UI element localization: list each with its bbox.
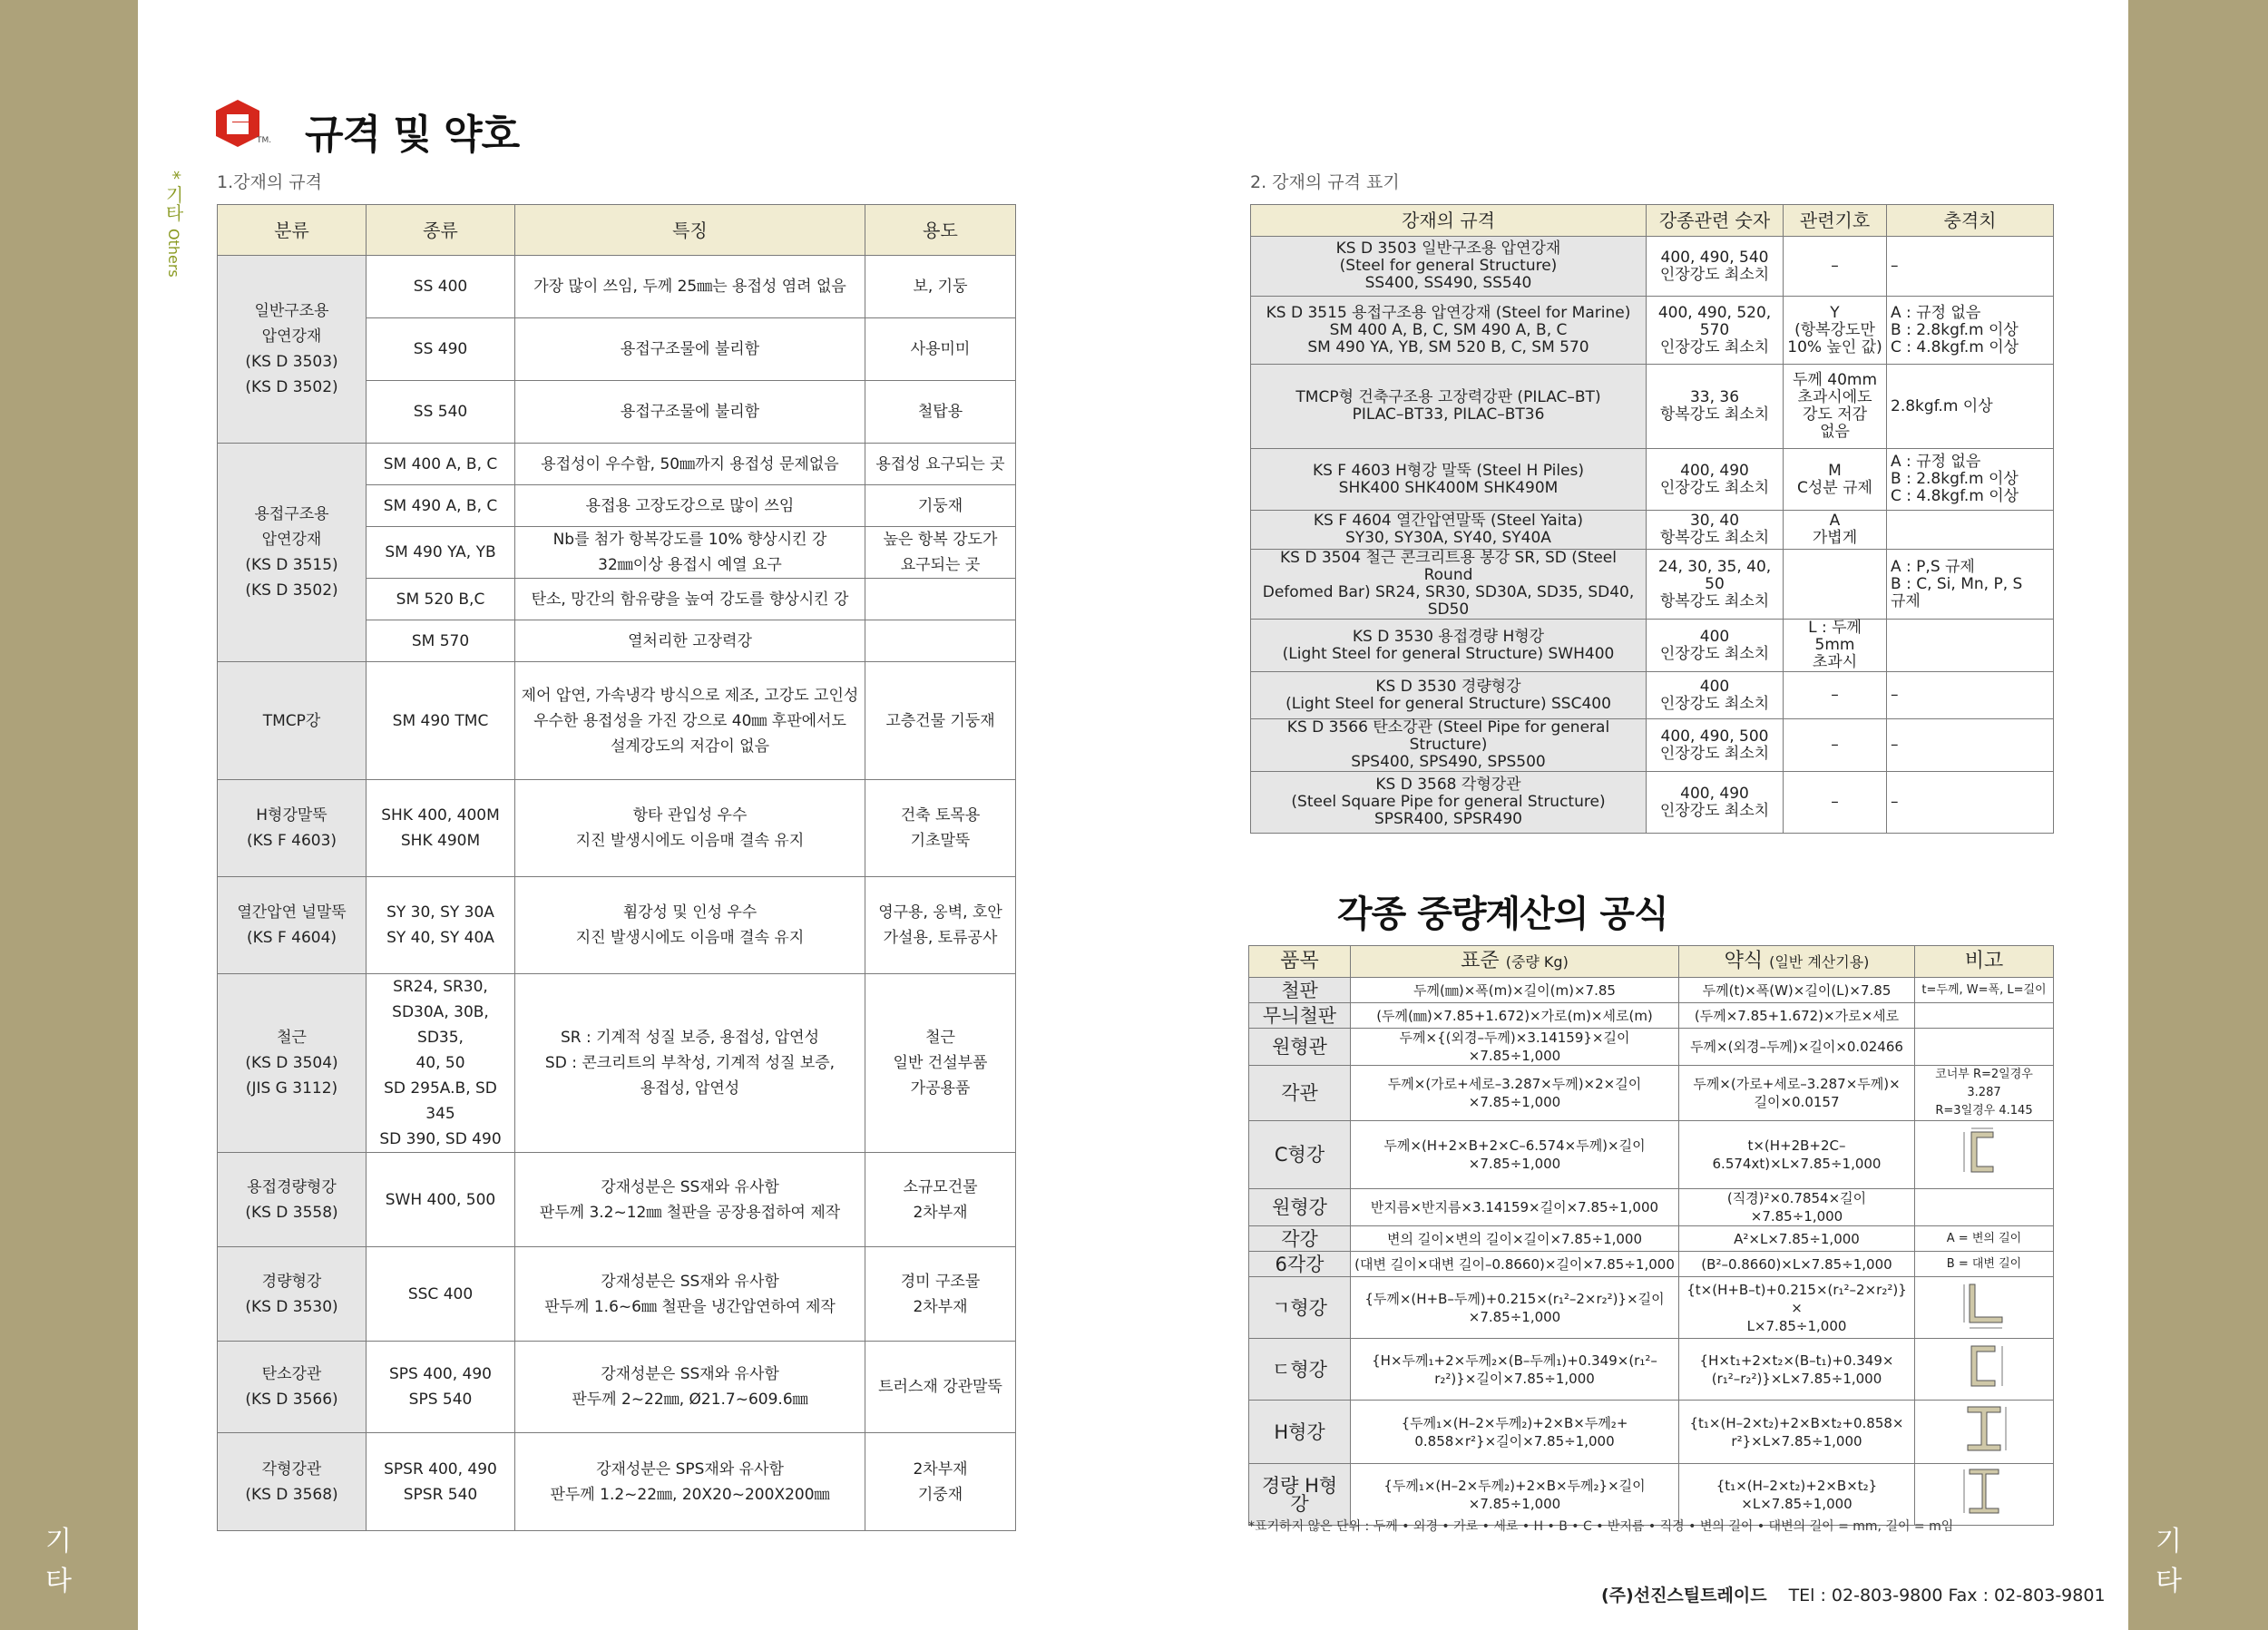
standard-formula-cell: 두께×(H+2×B+2×C–6.574×두께)×길이×7.85÷1,000	[1351, 1121, 1679, 1189]
col-standard: 표준 (중량 Kg)	[1351, 946, 1679, 978]
category-cell: 용접경량형강 (KS D 3558)	[218, 1153, 367, 1247]
table-row	[1249, 1066, 2054, 1121]
feature-cell: 탄소, 망간의 함유량을 높여 강도를 향상시킨 강	[515, 579, 865, 620]
type-cell: SPSR 400, 490 SPSR 540	[367, 1433, 515, 1531]
use-cell: 높은 항복 강도가 요구되는 곳	[865, 527, 1016, 579]
t1-header-0: 분류	[218, 205, 367, 256]
note-cell	[1915, 1029, 2054, 1066]
feature-cell: 용접구조물에 불리함	[515, 318, 865, 381]
steel-spec-table	[217, 204, 1016, 1531]
abbreviated-formula-cell: {t×(H+B–t)+0.215×(r₁²–2×r₂²)}× L×7.85÷1,000	[1679, 1277, 1915, 1339]
abbreviated-formula-cell: 두께×(가로+세로–3.287×두께)× 길이×0.0157	[1679, 1066, 1915, 1121]
company-name: (주)선진스틸트레이드	[1601, 1586, 1767, 1606]
category-cell: 철근 (KS D 3504) (JIS G 3112)	[218, 974, 367, 1153]
use-cell: 경미 구조물 2차부재	[865, 1247, 1016, 1342]
type-cell: SR24, SR30, SD30A, 30B, SD35, 40, 50 SD 295A.B, SD 345 SD 390, SD 490	[367, 974, 515, 1153]
trademark-mark: TM.	[257, 136, 272, 145]
feature-cell: 강재성분은 SS재와 유사함 판두께 2~22㎜, Ø21.7~609.6㎜	[515, 1342, 865, 1433]
abbreviated-formula-cell: 두께(t)×폭(W)×길이(L)×7.85	[1679, 978, 1915, 1003]
abbreviated-formula-cell: 두께×(외경–두께)×길이×0.02466	[1679, 1029, 1915, 1066]
standard-formula-cell: {두께₁×(H–2×두께₂)+2×B×두께₂}×길이×7.85÷1,000	[1351, 1464, 1679, 1526]
spec-cell: KS D 3515 용접구조용 압연강재 (Steel for Marine) SM 400 A, B, C, SM 490 A, B, C SM 490 YA, YB, SM 520 B, C, SM 570	[1251, 297, 1647, 365]
note-cell: A = 변의 길이	[1915, 1226, 2054, 1252]
item-cell: C형강	[1249, 1121, 1351, 1189]
left-sidebar-label: 기 타	[45, 1526, 92, 1597]
steel-notation-table	[1250, 204, 2054, 834]
type-cell: SWH 400, 500	[367, 1153, 515, 1247]
feature-cell: 열처리한 고장력강	[515, 620, 865, 662]
table-row	[1251, 772, 2054, 834]
t1-header-2: 특징	[515, 205, 865, 256]
item-cell: 원형관	[1249, 1029, 1351, 1066]
impact-cell	[1887, 511, 2054, 550]
use-cell: 트러스재 강관말뚝	[865, 1342, 1016, 1433]
table-row	[1251, 620, 2054, 672]
note-cell: t=두께, W=폭, L=길이	[1915, 978, 2054, 1003]
table-row	[218, 256, 1016, 318]
use-cell	[865, 620, 1016, 662]
table-row	[1249, 1029, 2054, 1066]
table-row	[1251, 550, 2054, 620]
h-beam-figure	[1957, 1401, 2011, 1462]
light-h-beam-figure	[1957, 1464, 2011, 1525]
impact-cell: A : P,S 규제 B : C, Si, Mn, P, S 규제	[1887, 550, 2054, 620]
table-row	[218, 1153, 1016, 1247]
vertical-tab-en: Others	[165, 229, 182, 278]
col-note: 비고	[1915, 946, 2054, 978]
company-logo	[212, 98, 263, 149]
symbol-cell: A 가볍게	[1784, 511, 1887, 550]
symbol-cell: 두께 40mm 초과시에도 강도 저감 없음	[1784, 365, 1887, 449]
t2-header-2: 관련기호	[1784, 205, 1887, 237]
standard-formula-cell: 두께(㎜)×폭(m)×길이(m)×7.85	[1351, 978, 1679, 1003]
spec-cell: TMCP형 건축구조용 고장력강판 (PILAC–BT) PILAC–BT33, PILAC–BT36	[1251, 365, 1647, 449]
t2-header-0: 강재의 규격	[1251, 205, 1647, 237]
item-cell: ㄷ형강	[1249, 1339, 1351, 1401]
number-cell: 400 인장강도 최소치	[1647, 672, 1784, 719]
symbol-cell: –	[1784, 237, 1887, 297]
feature-cell: Nb를 첨가 항복강도를 10% 향상시킨 강 32㎜이상 용접시 예열 요구	[515, 527, 865, 579]
impact-cell: 2.8kgf.m 이상	[1887, 365, 2054, 449]
use-cell: 고층건물 기둥재	[865, 662, 1016, 780]
standard-formula-cell: 두께×{(외경–두께)×3.14159}×길이×7.85÷1,000	[1351, 1029, 1679, 1066]
abbreviated-formula-cell: {t₁×(H–2×t₂)+2×B×t₂+0.858× r²}×L×7.85÷1,000	[1679, 1401, 1915, 1464]
feature-cell: 강재성분은 SS재와 유사함 판두께 1.6~6㎜ 철판을 냉간압연하여 제작	[515, 1247, 865, 1342]
standard-formula-cell: {두께×(H+B–두께)+0.215×(r₁²–2×r₂²)}×길이×7.85÷1,000	[1351, 1277, 1679, 1339]
symbol-cell: –	[1784, 719, 1887, 772]
standard-formula-cell: 반지름×반지름×3.14159×길이×7.85÷1,000	[1351, 1189, 1679, 1226]
symbol-cell: –	[1784, 672, 1887, 719]
table-row	[1251, 511, 2054, 550]
standard-formula-cell: (대변 길이×대변 길이–0.8660)×길이×7.85÷1,000	[1351, 1252, 1679, 1277]
table-row	[1249, 1189, 2054, 1226]
type-cell: SS 400	[367, 256, 515, 318]
use-cell: 사용미미	[865, 318, 1016, 381]
table-row	[1249, 1401, 2054, 1464]
type-cell: SM 490 A, B, C	[367, 485, 515, 527]
table-row	[1249, 1277, 2054, 1339]
type-cell: SS 540	[367, 381, 515, 444]
table-row	[1251, 672, 2054, 719]
spec-cell: KS D 3566 탄소강관 (Steel Pipe for general Structure) SPS400, SPS490, SPS500	[1251, 719, 1647, 772]
abbreviated-formula-cell: {t₁×(H–2×t₂)+2×B×t₂}×L×7.85÷1,000	[1679, 1464, 1915, 1526]
use-cell: 보, 기둥	[865, 256, 1016, 318]
t2-header-1: 강종관련 숫자	[1647, 205, 1784, 237]
use-cell: 철근 일반 건설부품 가공용품	[865, 974, 1016, 1153]
use-cell: 철탑용	[865, 381, 1016, 444]
channel-figure	[1957, 1339, 2011, 1400]
t2-header-3: 충격치	[1887, 205, 2054, 237]
note-cell	[1915, 1401, 2054, 1464]
symbol-cell: Y (항복강도만 10% 높인 값)	[1784, 297, 1887, 365]
number-cell: 33, 36 항복강도 최소치	[1647, 365, 1784, 449]
use-cell: 2차부재 기중재	[865, 1433, 1016, 1531]
category-cell: 탄소강관 (KS D 3566)	[218, 1342, 367, 1433]
page-title: 규격 및 약호	[305, 112, 520, 158]
item-cell: 무늬철판	[1249, 1003, 1351, 1029]
angle-figure	[1957, 1277, 2011, 1338]
feature-cell: 항타 관입성 우수 지진 발생시에도 이음매 결속 유지	[515, 780, 865, 877]
impact-cell: –	[1887, 237, 2054, 297]
spec-cell: KS F 4604 열간압연말뚝 (Steel Yaita) SY30, SY30A, SY40, SY40A	[1251, 511, 1647, 550]
symbol-cell: M C성분 규제	[1784, 449, 1887, 511]
section1-title: 1.강재의 규격	[217, 172, 322, 192]
table-row	[1249, 1003, 2054, 1029]
standard-formula-cell: (두께(㎜)×7.85+1.672)×가로(m)×세로(m)	[1351, 1003, 1679, 1029]
spec-cell: KS D 3530 경량형강 (Light Steel for general Structure) SSC400	[1251, 672, 1647, 719]
table-row	[1249, 1226, 2054, 1252]
category-cell: H형강말뚝 (KS F 4603)	[218, 780, 367, 877]
spec-cell: KS D 3504 철근 콘크리트용 봉강 SR, SD (Steel Round Defomed Bar) SR24, SR30, SD30A, SD35, SD40, SD50	[1251, 550, 1647, 620]
use-cell: 건축 토목용 기초말뚝	[865, 780, 1016, 877]
item-cell: 원형강	[1249, 1189, 1351, 1226]
weight-formula-title: 각종 중량계산의 공식	[1337, 893, 1668, 935]
type-cell: SM 490 TMC	[367, 662, 515, 780]
unit-footnote: *표기하지 않은 단위 : 두께 • 외경 • 가로 • 세로 • H • B • C • 반지름 • 직경 • 변의 길이 • 대변의 길이 = mm, 길이 = m임	[1248, 1519, 1954, 1534]
category-cell: 열간압연 널말뚝 (KS F 4604)	[218, 877, 367, 974]
item-cell: H형강	[1249, 1401, 1351, 1464]
impact-cell	[1887, 620, 2054, 672]
feature-cell: 제어 압연, 가속냉각 방식으로 제조, 고강도 고인성 우수한 용접성을 가진 강으로 40㎜ 후판에서도 설계강도의 저감이 없음	[515, 662, 865, 780]
table-row	[218, 974, 1016, 1153]
note-cell	[1915, 1003, 2054, 1029]
category-cell: 용접구조용 압연강재 (KS D 3515) (KS D 3502)	[218, 444, 367, 662]
col-abbreviated: 약식 (일반 계산기용)	[1679, 946, 1915, 978]
impact-cell: –	[1887, 772, 2054, 834]
weight-formula-table	[1248, 945, 2054, 1526]
impact-cell: A : 규정 없음 B : 2.8kgf.m 이상 C : 4.8kgf.m 이상	[1887, 297, 2054, 365]
number-cell: 400 인장강도 최소치	[1647, 620, 1784, 672]
impact-cell: A : 규정 없음 B : 2.8kgf.m 이상 C : 4.8kgf.m 이상	[1887, 449, 2054, 511]
item-cell: 경량 H형강	[1249, 1464, 1351, 1526]
feature-cell: 강재성분은 SPS재와 유사함 판두께 1.2~22㎜, 20X20~200X200㎜	[515, 1433, 865, 1531]
type-cell: SM 490 YA, YB	[367, 527, 515, 579]
note-cell	[1915, 1339, 2054, 1401]
number-cell: 400, 490 인장강도 최소치	[1647, 772, 1784, 834]
table-row	[218, 1342, 1016, 1433]
type-cell: SM 400 A, B, C	[367, 444, 515, 485]
feature-cell: 용접용 고장도강으로 많이 쓰임	[515, 485, 865, 527]
table-row	[218, 1433, 1016, 1531]
table-row	[1249, 1121, 2054, 1189]
number-cell: 400, 490, 540 인장강도 최소치	[1647, 237, 1784, 297]
use-cell	[865, 579, 1016, 620]
company-contact: TEl : 02-803-9800 Fax : 02-803-9801	[1788, 1586, 2106, 1606]
feature-cell: 용접구조물에 불리함	[515, 381, 865, 444]
number-cell: 24, 30, 35, 40, 50 항복강도 최소치	[1647, 550, 1784, 620]
table-row	[1249, 1252, 2054, 1277]
standard-formula-cell: 두께×(가로+세로–3.287×두께)×2×길이×7.85÷1,000	[1351, 1066, 1679, 1121]
category-cell: 경량형강 (KS D 3530)	[218, 1247, 367, 1342]
table-row	[218, 780, 1016, 877]
table-row	[1249, 1339, 2054, 1401]
symbol-cell	[1784, 550, 1887, 620]
type-cell: SSC 400	[367, 1247, 515, 1342]
use-cell: 기둥재	[865, 485, 1016, 527]
category-cell: 각형강관 (KS D 3568)	[218, 1433, 367, 1531]
left-sidebar	[0, 0, 138, 1630]
table-row	[218, 877, 1016, 974]
number-cell: 400, 490, 520, 570 인장강도 최소치	[1647, 297, 1784, 365]
item-cell: 철판	[1249, 978, 1351, 1003]
symbol-cell: –	[1784, 772, 1887, 834]
note-cell	[1915, 1121, 2054, 1189]
type-cell: SY 30, SY 30A SY 40, SY 40A	[367, 877, 515, 974]
item-cell: 각강	[1249, 1226, 1351, 1252]
category-cell: TMCP강	[218, 662, 367, 780]
use-cell: 용접성 요구되는 곳	[865, 444, 1016, 485]
note-cell	[1915, 1277, 2054, 1339]
table-row	[1251, 719, 2054, 772]
abbreviated-formula-cell: (직경)²×0.7854×길이×7.85÷1,000	[1679, 1189, 1915, 1226]
spec-cell: KS D 3503 일반구조용 압연강재 (Steel for general Structure) SS400, SS490, SS540	[1251, 237, 1647, 297]
right-sidebar-label: 기 타	[2156, 1526, 2202, 1597]
section2-title: 2. 강재의 규격 표기	[1250, 172, 1400, 192]
feature-cell: 강재성분은 SS재와 유사함 판두께 3.2~12㎜ 철판을 공장용접하여 제작	[515, 1153, 865, 1247]
col-item: 품목	[1249, 946, 1351, 978]
impact-cell: –	[1887, 719, 2054, 772]
table-row	[218, 662, 1016, 780]
number-cell: 30, 40 항복강도 최소치	[1647, 511, 1784, 550]
standard-formula-cell: 변의 길이×변의 길이×길이×7.85÷1,000	[1351, 1226, 1679, 1252]
spec-cell: KS D 3568 각형강관 (Steel Square Pipe for general Structure) SPSR400, SPSR490	[1251, 772, 1647, 834]
use-cell: 영구용, 옹벽, 호안 가설용, 토류공사	[865, 877, 1016, 974]
note-cell: B = 대변 길이	[1915, 1252, 2054, 1277]
number-cell: 400, 490, 500 인장강도 최소치	[1647, 719, 1784, 772]
t1-header-3: 용도	[865, 205, 1016, 256]
item-cell: 각관	[1249, 1066, 1351, 1121]
table-row	[218, 444, 1016, 485]
feature-cell: 가장 많이 쓰임, 두께 25㎜는 용접성 염려 없음	[515, 256, 865, 318]
spec-cell: KS D 3530 용접경량 H형강 (Light Steel for general Structure) SWH400	[1251, 620, 1647, 672]
spec-cell: KS F 4603 H형강 말뚝 (Steel H Piles) SHK400 SHK400M SHK490M	[1251, 449, 1647, 511]
type-cell: SHK 400, 400M SHK 490M	[367, 780, 515, 877]
table-row	[218, 1247, 1016, 1342]
table-row	[1251, 365, 2054, 449]
note-cell: 코너부 R=2일경우 3.287 R=3일경우 4.145	[1915, 1066, 2054, 1121]
company-footer	[1601, 1582, 2106, 1606]
note-cell	[1915, 1189, 2054, 1226]
type-cell: SS 490	[367, 318, 515, 381]
t1-header-1: 종류	[367, 205, 515, 256]
right-sidebar	[2128, 0, 2268, 1630]
table-row	[1251, 237, 2054, 297]
abbreviated-formula-cell: (B²–0.8660)×L×7.85÷1,000	[1679, 1252, 1915, 1277]
standard-formula-cell: {H×두께₁+2×두께₂×(B–두께₁)+0.349×(r₁²– r₂²)}×길이×7.85÷1,000	[1351, 1339, 1679, 1401]
abbreviated-formula-cell: t×(H+2B+2C–6.574xt)×L×7.85÷1,000	[1679, 1121, 1915, 1189]
abbreviated-formula-cell: (두께×7.85+1.672)×가로×세로	[1679, 1003, 1915, 1029]
use-cell: 소규모건물 2차부재	[865, 1153, 1016, 1247]
type-cell: SM 570	[367, 620, 515, 662]
feature-cell: 휨강성 및 인성 우수 지진 발생시에도 이음매 결속 유지	[515, 877, 865, 974]
impact-cell: –	[1887, 672, 2054, 719]
vertical-tab-ko: * 기타	[162, 171, 184, 222]
number-cell: 400, 490 인장강도 최소치	[1647, 449, 1784, 511]
vertical-section-tab	[163, 171, 183, 278]
table-row	[1251, 297, 2054, 365]
feature-cell: SR : 기계적 성질 보증, 용접성, 압연성 SD : 콘크리트의 부착성, 기계적 성질 보증, 용접성, 압연성	[515, 974, 865, 1153]
type-cell: SPS 400, 490 SPS 540	[367, 1342, 515, 1433]
feature-cell: 용접성이 우수함, 50㎜까지 용접성 문제없음	[515, 444, 865, 485]
abbreviated-formula-cell: A²×L×7.85÷1,000	[1679, 1226, 1915, 1252]
type-cell: SM 520 B,C	[367, 579, 515, 620]
c-channel-figure	[1957, 1125, 2011, 1186]
table-row	[1251, 449, 2054, 511]
table-row	[1249, 978, 2054, 1003]
category-cell: 일반구조용 압연강재 (KS D 3503) (KS D 3502)	[218, 256, 367, 444]
symbol-cell: L : 두께 5mm 초과시	[1784, 620, 1887, 672]
standard-formula-cell: {두께₁×(H–2×두께₂)+2×B×두께₂+ 0.858×r²}×길이×7.85÷1,000	[1351, 1401, 1679, 1464]
item-cell: 6각강	[1249, 1252, 1351, 1277]
item-cell: ㄱ형강	[1249, 1277, 1351, 1339]
abbreviated-formula-cell: {H×t₁+2×t₂×(B–t₁)+0.349× (r₁²–r₂²)}×L×7.85÷1,000	[1679, 1339, 1915, 1401]
